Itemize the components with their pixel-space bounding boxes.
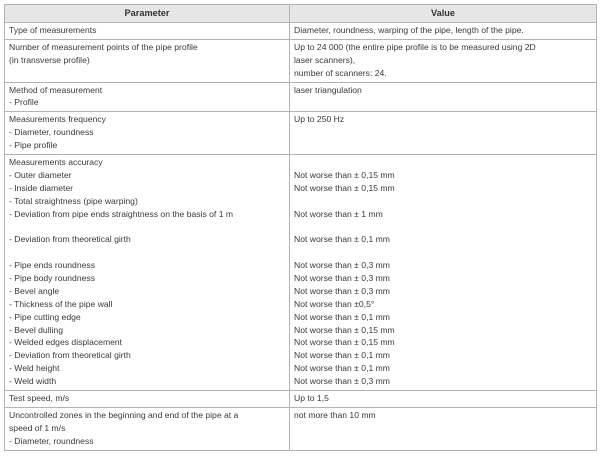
value-text: not more than 10 mm	[294, 409, 376, 420]
parameter-text: Method of measurement	[9, 84, 103, 95]
value-text: number of scanners: 24.	[294, 67, 387, 78]
parameter-text: - Deviation from theoretical girth	[9, 234, 131, 245]
blank-line	[294, 156, 592, 169]
value-text: Not worse than ± 0,3 mm	[294, 273, 390, 284]
parameter-text: Test speed, m/s	[9, 393, 70, 404]
parameter-text: - Outer diameter	[9, 169, 72, 180]
parameter-cell	[5, 391, 290, 408]
table-row	[5, 112, 597, 155]
value-cell	[290, 82, 597, 112]
value-text: laser scanners),	[294, 54, 356, 65]
parameter-text: - Pipe ends roundness	[9, 260, 95, 271]
value-cell	[290, 112, 597, 155]
value-text: laser triangulation	[294, 84, 362, 95]
parameter-cell	[5, 23, 290, 40]
value-cell	[290, 23, 597, 40]
value-cell	[290, 407, 597, 450]
value-text: Not worse than ± 0,1 mm	[294, 311, 390, 322]
value-text: Not worse than ± 0,3 mm	[294, 376, 390, 387]
parameter-cell	[5, 82, 290, 112]
value-cell	[290, 391, 597, 408]
value-text: Not worse than ± 0,15 mm	[294, 324, 395, 335]
value-text: Not worse than ± 1 mm	[294, 208, 383, 219]
table-body	[5, 23, 597, 451]
value-text: Not worse than ± 0,15 mm	[294, 169, 395, 180]
parameter-text: speed of 1 m/s	[9, 422, 66, 433]
value-cell	[290, 39, 597, 82]
parameter-text: - Pipe profile	[9, 140, 58, 151]
value-text: Up to 1,5	[294, 393, 329, 404]
value-text: Not worse than ± 0,3 mm	[294, 260, 390, 271]
parameter-text: - Bevel angle	[9, 285, 60, 296]
blank-line	[294, 195, 592, 208]
table-row	[5, 23, 597, 40]
parameter-text: - Profile	[9, 97, 39, 108]
table-row	[5, 391, 597, 408]
parameter-text: - Pipe body roundness	[9, 273, 95, 284]
value-text: Not worse than ± 0,3 mm	[294, 285, 390, 296]
parameter-text: - Welded edges displacement	[9, 337, 123, 348]
value-text: Up to 250 Hz	[294, 114, 345, 125]
table-row	[5, 82, 597, 112]
parameter-text: - Weld width	[9, 376, 57, 387]
table-row	[5, 39, 597, 82]
parameter-text: - Bevel dulling	[9, 324, 63, 335]
blank-line	[9, 246, 285, 259]
value-text: Diameter, roundness, warping of the pipe, length of the pipe.	[294, 25, 524, 35]
parameter-text: - Deviation from theoretical girth	[9, 350, 131, 361]
value-cell	[290, 155, 597, 391]
parameter-text: - Total straightness (pipe warping)	[9, 195, 138, 206]
parameter-text: - Inside diameter	[9, 182, 74, 193]
parameter-cell	[5, 407, 290, 450]
value-text: Not worse than ± 0,15 mm	[294, 337, 395, 348]
table-row	[5, 155, 597, 391]
parameter-text: - Pipe cutting edge	[9, 311, 81, 322]
parameter-text: - Deviation from pipe ends straightness on the basis of 1 m	[9, 208, 234, 219]
value-text: Not worse than ± 0,15 mm	[294, 182, 395, 193]
parameter-cell	[5, 155, 290, 391]
specifications-table	[4, 4, 597, 451]
column-header-parameter: Parameter	[5, 5, 290, 23]
parameter-cell	[5, 112, 290, 155]
value-text: Up to 24 000 (the entire pipe profile is to be measured using 2D	[294, 41, 536, 52]
parameter-cell	[5, 39, 290, 82]
blank-line	[294, 220, 592, 233]
value-text: Not worse than ± 0,1 mm	[294, 234, 390, 245]
parameter-text: - Diameter, roundness	[9, 435, 94, 446]
parameter-text: (in transverse profile)	[9, 54, 90, 65]
parameter-text: Measurements frequency	[9, 114, 106, 125]
blank-line	[9, 220, 285, 233]
value-text: Not worse than ±0,5°	[294, 298, 375, 309]
parameter-text: Type of measurements	[9, 25, 97, 35]
blank-line	[294, 246, 592, 259]
parameter-text: Uncontrolled zones in the beginning and end of the pipe at a	[9, 409, 239, 420]
value-text: Not worse than ± 0,1 mm	[294, 363, 390, 374]
table-row	[5, 407, 597, 450]
column-header-value: Value	[290, 5, 597, 23]
table-header-row	[5, 5, 597, 23]
value-text: Not worse than ± 0,1 mm	[294, 350, 390, 361]
parameter-text: Measurements accuracy	[9, 157, 103, 168]
parameter-text: - Weld height	[9, 363, 60, 374]
parameter-text: - Thickness of the pipe wall	[9, 298, 113, 309]
parameter-text: Number of measurement points of the pipe profile	[9, 41, 198, 52]
parameter-text: - Diameter, roundness	[9, 127, 94, 138]
